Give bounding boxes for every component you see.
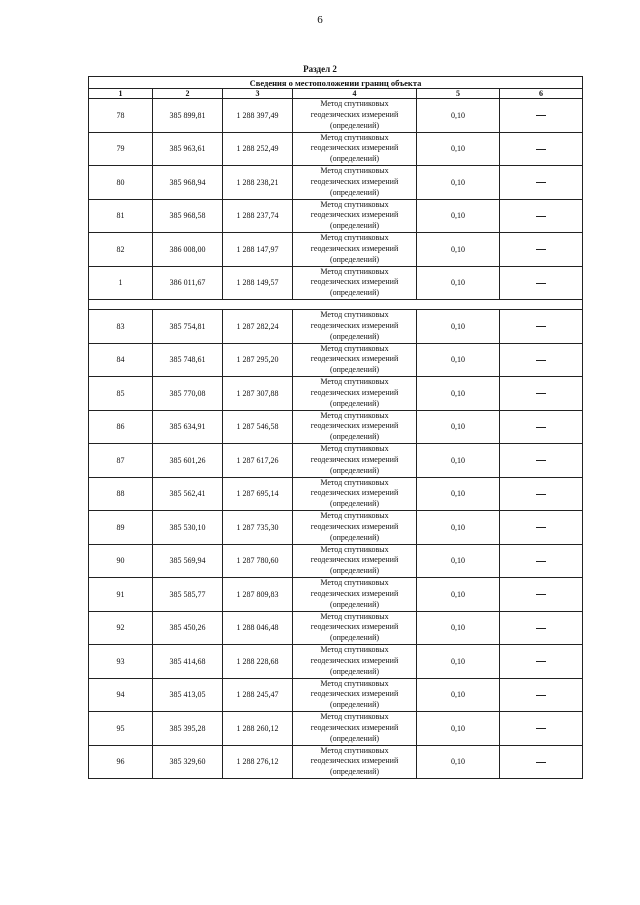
x-coordinate: 385 634,91	[153, 410, 223, 444]
method-line: (определений)	[329, 700, 380, 710]
dash-mark	[536, 728, 546, 729]
description-cell	[500, 477, 583, 511]
accuracy-value: 0,10	[417, 310, 500, 344]
method-line: (определений)	[329, 288, 380, 298]
y-coordinate: 1 288 252,49	[223, 132, 293, 166]
point-number: 84	[89, 343, 153, 377]
method-description	[293, 410, 417, 444]
x-coordinate: 385 395,28	[153, 712, 223, 746]
y-coordinate: 1 288 228,68	[223, 645, 293, 679]
method-line: геодезических измерений	[310, 555, 399, 565]
x-coordinate: 385 569,94	[153, 544, 223, 578]
table-row	[89, 712, 583, 746]
y-coordinate: 1 288 245,47	[223, 678, 293, 712]
method-line: Метод спутниковых	[320, 266, 389, 276]
dash-mark	[536, 494, 546, 495]
y-coordinate: 1 287 809,83	[223, 578, 293, 612]
table-row	[89, 99, 583, 133]
point-number: 88	[89, 477, 153, 511]
y-coordinate: 1 288 238,21	[223, 166, 293, 200]
column-number: 1	[89, 89, 153, 99]
method-line: (определений)	[329, 633, 380, 643]
method-line: Метод спутниковых	[320, 745, 389, 755]
method-line: геодезических измерений	[310, 277, 399, 287]
point-number: 1	[89, 266, 153, 300]
method-line: Метод спутниковых	[320, 611, 389, 621]
method-description	[293, 511, 417, 545]
method-line: геодезических измерений	[310, 243, 399, 253]
method-line: геодезических измерений	[310, 689, 399, 699]
y-coordinate: 1 287 780,60	[223, 544, 293, 578]
y-coordinate: 1 288 397,49	[223, 99, 293, 133]
method-description	[293, 712, 417, 746]
accuracy-value: 0,10	[417, 233, 500, 267]
description-cell	[500, 266, 583, 300]
table-row	[89, 511, 583, 545]
method-line: геодезических измерений	[310, 722, 399, 732]
x-coordinate: 385 968,94	[153, 166, 223, 200]
point-number: 94	[89, 678, 153, 712]
table-row	[89, 645, 583, 679]
accuracy-value: 0,10	[417, 611, 500, 645]
method-description	[293, 99, 417, 133]
column-number: 2	[153, 89, 223, 99]
dash-mark	[536, 115, 546, 116]
x-coordinate: 385 413,05	[153, 678, 223, 712]
method-line: геодезических измерений	[310, 210, 399, 220]
point-number: 92	[89, 611, 153, 645]
y-coordinate: 1 287 546,58	[223, 410, 293, 444]
method-description	[293, 166, 417, 200]
method-line: Метод спутниковых	[320, 544, 389, 554]
description-cell	[500, 310, 583, 344]
method-line: Метод спутниковых	[320, 444, 389, 454]
point-number: 87	[89, 444, 153, 478]
method-line: Метод спутниковых	[320, 310, 389, 320]
dash-mark	[536, 527, 546, 528]
point-number: 96	[89, 745, 153, 779]
dash-mark	[536, 427, 546, 428]
point-number: 80	[89, 166, 153, 200]
dash-mark	[536, 216, 546, 217]
point-number: 95	[89, 712, 153, 746]
y-coordinate: 1 287 617,26	[223, 444, 293, 478]
point-number: 81	[89, 199, 153, 233]
accuracy-value: 0,10	[417, 410, 500, 444]
method-description	[293, 645, 417, 679]
method-description	[293, 745, 417, 779]
page-number: 6	[317, 14, 323, 26]
accuracy-value: 0,10	[417, 377, 500, 411]
dash-mark	[536, 594, 546, 595]
description-cell	[500, 611, 583, 645]
column-number: 6	[500, 89, 583, 99]
column-number-row	[89, 89, 583, 99]
x-coordinate: 385 530,10	[153, 511, 223, 545]
description-cell	[500, 645, 583, 679]
y-coordinate: 1 288 276,12	[223, 745, 293, 779]
point-number: 83	[89, 310, 153, 344]
method-line: Метод спутниковых	[320, 377, 389, 387]
y-coordinate: 1 288 237,74	[223, 199, 293, 233]
y-coordinate: 1 288 147,97	[223, 233, 293, 267]
description-cell	[500, 511, 583, 545]
method-line: Метод спутниковых	[320, 477, 389, 487]
table-row	[89, 410, 583, 444]
x-coordinate: 385 754,81	[153, 310, 223, 344]
table-row	[89, 266, 583, 300]
method-description	[293, 678, 417, 712]
method-line: (определений)	[329, 465, 380, 475]
description-cell	[500, 745, 583, 779]
method-description	[293, 233, 417, 267]
accuracy-value: 0,10	[417, 745, 500, 779]
method-line: Метод спутниковых	[320, 343, 389, 353]
method-line: (определений)	[329, 599, 380, 609]
column-number: 4	[293, 89, 417, 99]
point-number: 86	[89, 410, 153, 444]
y-coordinate: 1 288 149,57	[223, 266, 293, 300]
description-cell	[500, 343, 583, 377]
dash-mark	[536, 628, 546, 629]
description-cell	[500, 678, 583, 712]
method-line: Метод спутниковых	[320, 712, 389, 722]
x-coordinate: 385 414,68	[153, 645, 223, 679]
column-number: 5	[417, 89, 500, 99]
method-line: геодезических измерений	[310, 756, 399, 766]
x-coordinate: 385 963,61	[153, 132, 223, 166]
method-description	[293, 544, 417, 578]
method-description	[293, 343, 417, 377]
method-description	[293, 477, 417, 511]
description-cell	[500, 578, 583, 612]
x-coordinate: 386 011,67	[153, 266, 223, 300]
boundary-coordinates-table	[88, 76, 583, 779]
x-coordinate: 385 968,58	[153, 199, 223, 233]
dash-mark	[536, 661, 546, 662]
accuracy-value: 0,10	[417, 132, 500, 166]
method-line: геодезических измерений	[310, 488, 399, 498]
method-description	[293, 199, 417, 233]
method-line: Метод спутниковых	[320, 678, 389, 688]
dash-mark	[536, 561, 546, 562]
method-line: геодезических измерений	[310, 143, 399, 153]
method-line: (определений)	[329, 733, 380, 743]
method-description	[293, 377, 417, 411]
method-line: геодезических измерений	[310, 109, 399, 119]
method-line: (определений)	[329, 499, 380, 509]
table-caption: Сведения о местоположении границ объекта	[89, 77, 583, 89]
separator-cell	[89, 300, 583, 310]
table-body	[89, 99, 583, 779]
method-line: (определений)	[329, 398, 380, 408]
point-number: 89	[89, 511, 153, 545]
dash-mark	[536, 326, 546, 327]
x-coordinate: 385 329,60	[153, 745, 223, 779]
method-line: геодезических измерений	[310, 354, 399, 364]
accuracy-value: 0,10	[417, 266, 500, 300]
method-line: (определений)	[329, 331, 380, 341]
method-line: (определений)	[329, 154, 380, 164]
accuracy-value: 0,10	[417, 712, 500, 746]
point-number: 93	[89, 645, 153, 679]
method-line: геодезических измерений	[310, 655, 399, 665]
table-row	[89, 611, 583, 645]
description-cell	[500, 199, 583, 233]
contour-separator-row	[89, 300, 583, 310]
point-number: 82	[89, 233, 153, 267]
method-line: Метод спутниковых	[320, 233, 389, 243]
method-line: Метод спутниковых	[320, 132, 389, 142]
method-line: (определений)	[329, 120, 380, 130]
table-row	[89, 444, 583, 478]
method-line: геодезических измерений	[310, 588, 399, 598]
accuracy-value: 0,10	[417, 578, 500, 612]
description-cell	[500, 233, 583, 267]
method-line: Метод спутниковых	[320, 511, 389, 521]
method-description	[293, 132, 417, 166]
description-cell	[500, 132, 583, 166]
method-line: Метод спутниковых	[320, 410, 389, 420]
method-line: (определений)	[329, 666, 380, 676]
method-line: Метод спутниковых	[320, 578, 389, 588]
method-line: (определений)	[329, 187, 380, 197]
accuracy-value: 0,10	[417, 199, 500, 233]
y-coordinate: 1 287 282,24	[223, 310, 293, 344]
method-description	[293, 578, 417, 612]
method-line: (определений)	[329, 254, 380, 264]
method-line: (определений)	[329, 767, 380, 777]
y-coordinate: 1 288 046,48	[223, 611, 293, 645]
table-row	[89, 343, 583, 377]
method-line: Метод спутниковых	[320, 645, 389, 655]
section-title: Раздел 2	[303, 64, 337, 74]
dash-mark	[536, 460, 546, 461]
dash-mark	[536, 283, 546, 284]
x-coordinate: 385 601,26	[153, 444, 223, 478]
table-row	[89, 132, 583, 166]
y-coordinate: 1 287 695,14	[223, 477, 293, 511]
method-line: (определений)	[329, 532, 380, 542]
table-row	[89, 477, 583, 511]
x-coordinate: 385 899,81	[153, 99, 223, 133]
table-row	[89, 578, 583, 612]
table-row	[89, 233, 583, 267]
table-row	[89, 310, 583, 344]
accuracy-value: 0,10	[417, 678, 500, 712]
method-line: Метод спутниковых	[320, 166, 389, 176]
x-coordinate: 385 748,61	[153, 343, 223, 377]
method-line: геодезических измерений	[310, 320, 399, 330]
point-number: 90	[89, 544, 153, 578]
table-row	[89, 199, 583, 233]
x-coordinate: 386 008,00	[153, 233, 223, 267]
dash-mark	[536, 360, 546, 361]
accuracy-value: 0,10	[417, 166, 500, 200]
y-coordinate: 1 288 260,12	[223, 712, 293, 746]
method-line: (определений)	[329, 432, 380, 442]
description-cell	[500, 166, 583, 200]
point-number: 85	[89, 377, 153, 411]
x-coordinate: 385 770,08	[153, 377, 223, 411]
method-description	[293, 266, 417, 300]
y-coordinate: 1 287 295,20	[223, 343, 293, 377]
method-line: геодезических измерений	[310, 521, 399, 531]
point-number: 78	[89, 99, 153, 133]
column-number: 3	[223, 89, 293, 99]
method-line: геодезических измерений	[310, 176, 399, 186]
accuracy-value: 0,10	[417, 511, 500, 545]
y-coordinate: 1 287 735,30	[223, 511, 293, 545]
point-number: 79	[89, 132, 153, 166]
method-description	[293, 310, 417, 344]
method-line: геодезических измерений	[310, 622, 399, 632]
description-cell	[500, 712, 583, 746]
dash-mark	[536, 149, 546, 150]
x-coordinate: 385 450,26	[153, 611, 223, 645]
table-row	[89, 166, 583, 200]
dash-mark	[536, 695, 546, 696]
description-cell	[500, 99, 583, 133]
method-line: (определений)	[329, 566, 380, 576]
accuracy-value: 0,10	[417, 444, 500, 478]
method-line: Метод спутниковых	[320, 99, 389, 109]
point-number: 91	[89, 578, 153, 612]
table-caption-row	[89, 77, 583, 89]
method-line: геодезических измерений	[310, 421, 399, 431]
method-line: (определений)	[329, 365, 380, 375]
table-row	[89, 745, 583, 779]
table-row	[89, 544, 583, 578]
table-row	[89, 377, 583, 411]
x-coordinate: 385 585,77	[153, 578, 223, 612]
dash-mark	[536, 249, 546, 250]
method-description	[293, 444, 417, 478]
accuracy-value: 0,10	[417, 645, 500, 679]
dash-mark	[536, 393, 546, 394]
accuracy-value: 0,10	[417, 544, 500, 578]
description-cell	[500, 544, 583, 578]
method-line: геодезических измерений	[310, 387, 399, 397]
method-line: Метод спутниковых	[320, 199, 389, 209]
method-line: геодезических измерений	[310, 454, 399, 464]
method-line: (определений)	[329, 221, 380, 231]
accuracy-value: 0,10	[417, 99, 500, 133]
table-row	[89, 678, 583, 712]
accuracy-value: 0,10	[417, 477, 500, 511]
dash-mark	[536, 762, 546, 763]
description-cell	[500, 410, 583, 444]
description-cell	[500, 377, 583, 411]
x-coordinate: 385 562,41	[153, 477, 223, 511]
description-cell	[500, 444, 583, 478]
dash-mark	[536, 182, 546, 183]
y-coordinate: 1 287 307,88	[223, 377, 293, 411]
method-description	[293, 611, 417, 645]
accuracy-value: 0,10	[417, 343, 500, 377]
